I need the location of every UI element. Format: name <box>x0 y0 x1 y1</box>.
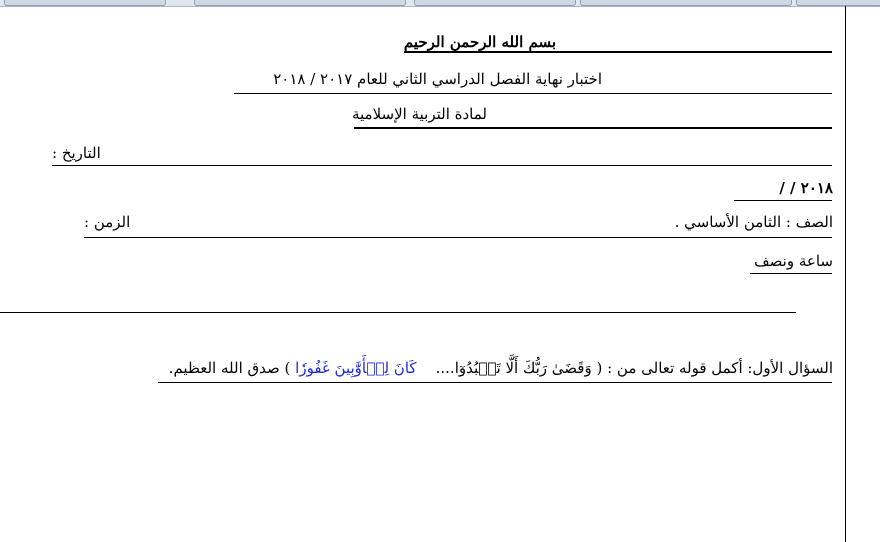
window-tab[interactable] <box>414 0 576 6</box>
verse-start: وَقَضَىٰ رَبُّكَ أَلَّا تَعۡبُدُوٓا.... <box>435 359 592 377</box>
subject-name: لمادة التربية الإسلامية <box>351 105 487 123</box>
question-intro: السؤال الأول: أكمل قوله تعالى من : ( <box>596 359 833 377</box>
verse-end: كَانَ لِلۡأَوَّٰبِينَ غَفُورٗا <box>295 359 417 377</box>
section-separator <box>0 312 796 313</box>
exam-title: اختبار نهاية الفصل الدراسي الثاني للعام ٢٠١٧ / ٢٠١٨ <box>273 70 602 88</box>
date-label-underline <box>52 165 832 166</box>
class-label: الصف : الثامن الأساسي . <box>674 213 833 231</box>
window-tab[interactable] <box>580 0 792 6</box>
date-value: / / ٢٠١٨ <box>779 179 833 197</box>
window-tab[interactable] <box>4 0 166 6</box>
basmala-underline <box>404 51 832 53</box>
question-closing: ) صدق الله العظيم. <box>168 359 291 377</box>
title-underline <box>234 93 832 94</box>
date-label: التاريخ : <box>52 144 101 162</box>
time-label: الزمن : <box>84 213 131 231</box>
duration: ساعة ونصف <box>754 252 833 270</box>
window-tab[interactable] <box>194 0 406 6</box>
duration-underline <box>750 273 832 274</box>
class-underline <box>84 237 832 238</box>
question-underline <box>158 382 832 383</box>
date-value-underline <box>734 200 832 201</box>
subject-underline <box>354 127 832 129</box>
page-margin-line <box>845 6 846 542</box>
question-one <box>169 358 833 378</box>
window-tab[interactable] <box>796 0 880 6</box>
window-tab-strip <box>0 0 880 7</box>
basmala: بسم الله الرحمن الرحيم <box>403 33 556 51</box>
